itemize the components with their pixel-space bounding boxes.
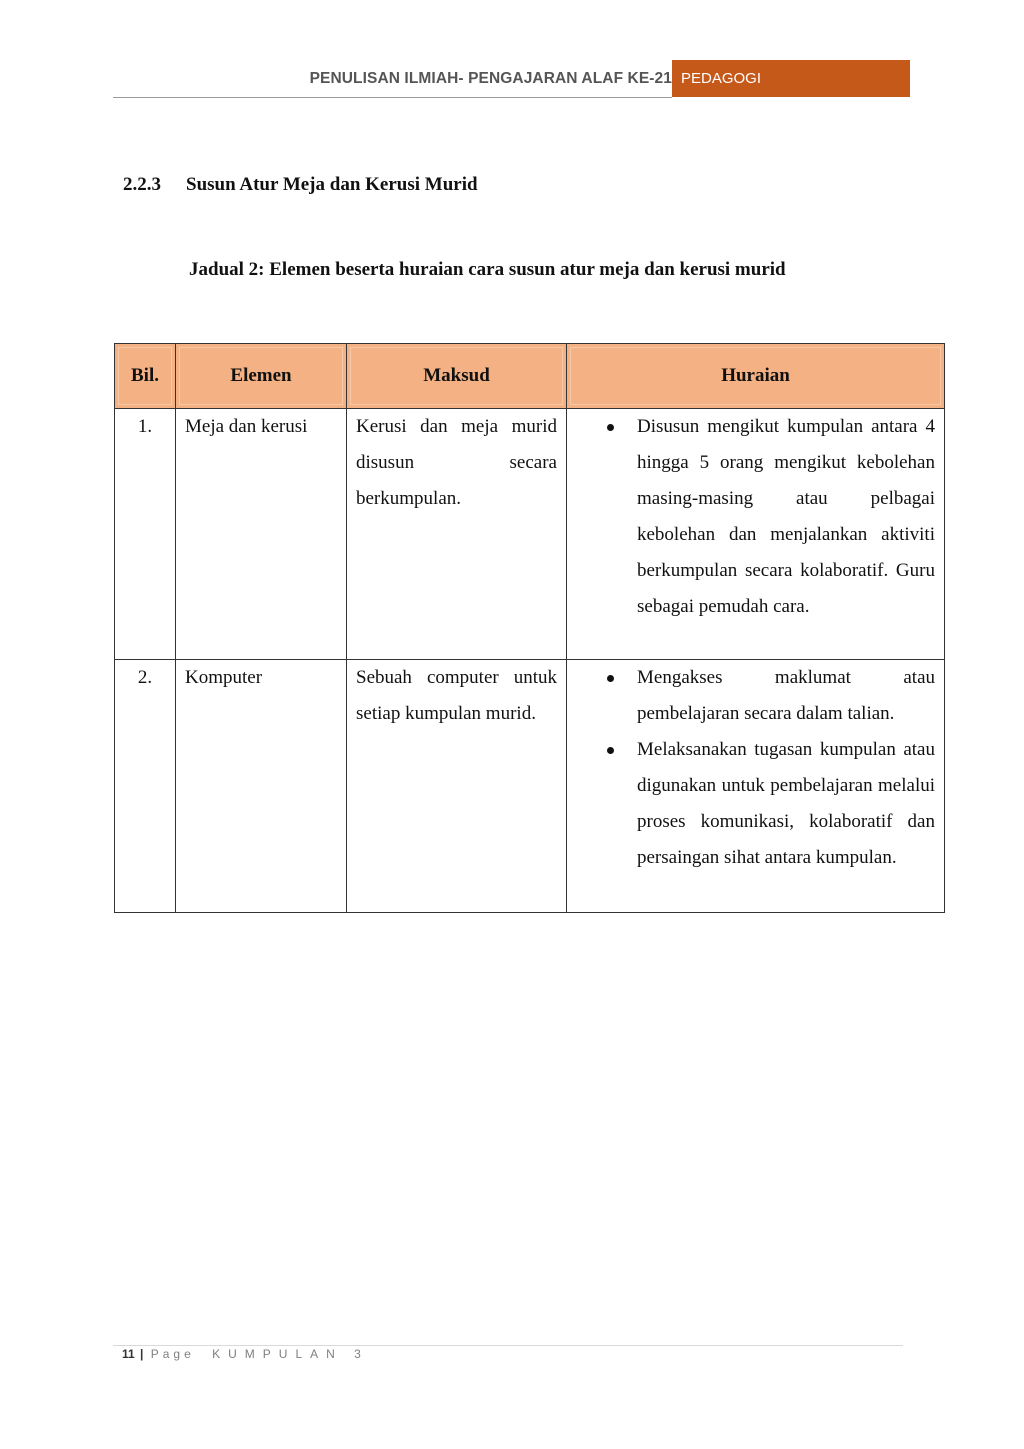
section-number: 2.2.3 [123,174,161,195]
table-row [115,660,945,913]
page-number: 11 [122,1347,135,1361]
footer-separator: | [140,1347,144,1361]
header-bil: Bil. [115,344,176,409]
cell-elemen: Komputer [176,660,347,913]
table-header-row [115,344,945,409]
group-label: KUMPULAN 3 [212,1347,369,1361]
cell-maksud: Sebuah computer untuk setiap kumpulan murid. [347,660,567,913]
huraian-bullet: Mengakses maklumat atau pembelajaran secara dalam talian. [567,660,935,732]
cell-huraian [567,660,945,913]
header-tag: PEDAGOGI [672,60,910,97]
bullet-icon [607,747,614,754]
section-title: Susun Atur Meja dan Kerusi Murid [186,174,478,195]
page-label: Page [150,1347,195,1361]
header-elemen: Elemen [176,344,347,409]
header-huraian: Huraian [567,344,945,409]
cell-elemen: Meja dan kerusi [176,409,347,660]
cell-bil: 2. [115,660,176,913]
table-caption: Jadual 2: Elemen beserta huraian cara susun atur meja dan kerusi murid [189,259,786,280]
header-title: PENULISAN ILMIAH- PENGAJARAN ALAF KE-21 [309,70,672,87]
page-header [113,60,910,98]
page-footer [122,1347,369,1361]
bullet-icon [607,675,614,682]
cell-maksud: Kerusi dan meja murid disusun secara berkumpulan. [347,409,567,660]
header-divider [113,97,672,98]
footer-divider [113,1345,903,1346]
section-heading [123,174,478,196]
huraian-bullet: Melaksanakan tugasan kumpulan atau digunakan untuk pembelajaran melalui proses komunikasi, kolaboratif dan persaingan sihat antara kumpulan. [567,732,935,876]
huraian-bullet: Disusun mengikut kumpulan antara 4 hingga 5 orang mengikut kebolehan masing-masing atau pelbagai kebolehan dan menjalankan aktiviti berkumpulan secara kolaboratif. Guru sebagai pemudah cara. [567,409,935,625]
cell-huraian [567,409,945,660]
elements-table [114,343,945,913]
header-maksud: Maksud [347,344,567,409]
bullet-icon [607,424,614,431]
cell-bil: 1. [115,409,176,660]
table-row [115,409,945,660]
